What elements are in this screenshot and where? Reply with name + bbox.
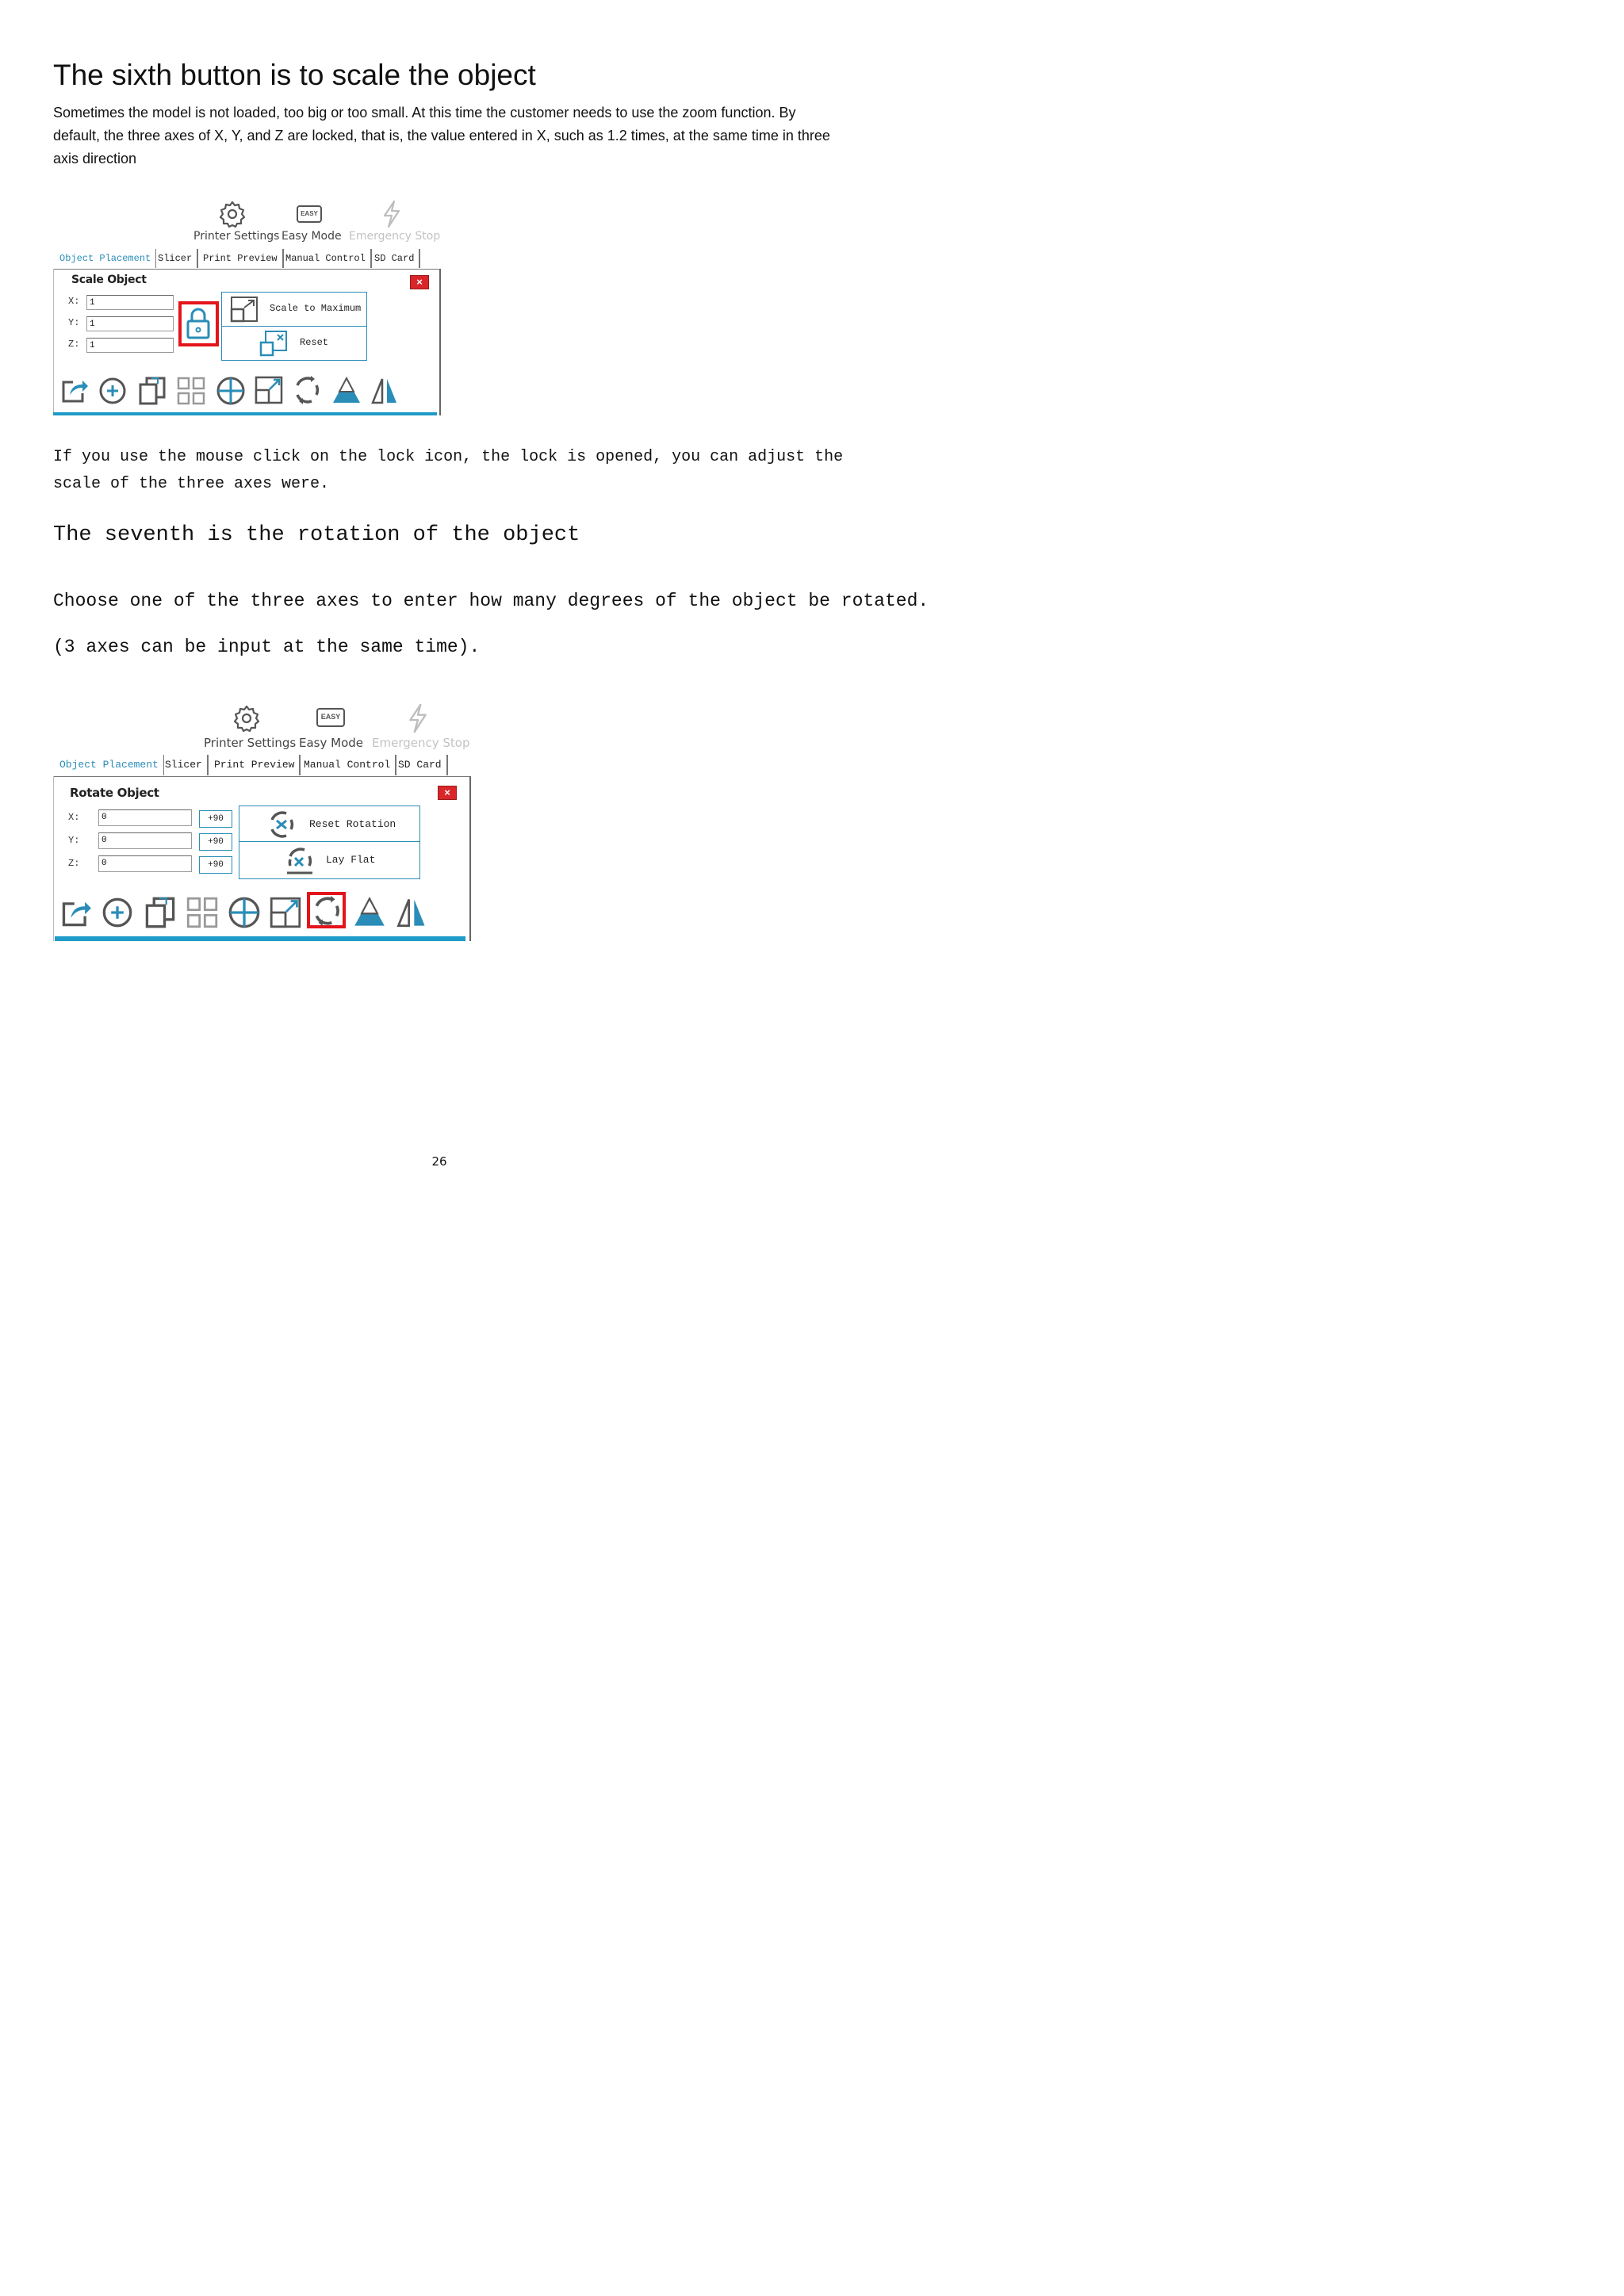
rotate-screenshot [53,702,472,943]
copy-icon[interactable] [137,376,167,406]
rotate-z-plus90-button[interactable]: +90 [199,856,232,874]
support-cone-icon[interactable] [353,896,386,928]
scale-max-icon [230,296,259,323]
scale-x-input[interactable]: 1 [86,295,174,310]
close-button[interactable]: × [438,786,457,800]
axis-label-x: X: [68,296,80,307]
rotate-z-input[interactable]: 0 [98,855,192,872]
rotate-panel [53,776,471,941]
printer-settings-label[interactable]: Printer Settings [193,230,280,243]
easy-mode-label[interactable]: Easy Mode [282,230,342,243]
tab-object-placement[interactable]: Object Placement [55,755,164,775]
panel-title: Scale Object [71,274,147,286]
tab-slicer[interactable]: Slicer [153,249,198,268]
reset-label: Reset [300,337,329,348]
panel-title: Rotate Object [70,786,159,800]
panel-bottom-bar [53,412,437,415]
rotate-icon[interactable] [311,895,343,927]
scale-screenshot [53,198,442,419]
scale-icon[interactable] [255,376,283,404]
axis-label-z: Z: [68,339,80,350]
section-heading-rotate: The seventh is the rotation of the object [53,523,580,547]
reset-rotation-label: Reset Rotation [309,818,396,830]
printer-settings-label[interactable]: Printer Settings [204,736,297,750]
rotate-x-input[interactable]: 0 [98,809,192,826]
copy-icon[interactable] [144,896,177,929]
section-paragraph-scale: Sometimes the model is not loaded, too big or too small. At this time the customer needs to use the zoom function. By default, the three axes of X, Y, and Z are locked, that is, the value entered in X, such as 1.2 times, at the same time in three axis direction [53,105,830,166]
lightning-icon [405,702,431,734]
panel-bottom-bar [55,936,465,941]
emergency-stop-label: Emergency Stop [349,230,441,243]
page-number: 26 [431,1154,447,1169]
close-button[interactable]: × [410,275,429,289]
lay-flat-icon [284,845,316,877]
easy-mode-label[interactable]: Easy Mode [299,736,363,750]
tab-manual-control[interactable]: Manual Control [299,755,396,775]
rotate-icon[interactable] [292,375,322,405]
tab-object-placement[interactable]: Object Placement [55,249,156,268]
lock-icon[interactable] [186,307,211,340]
tab-print-preview[interactable]: Print Preview [209,755,301,775]
axis-label-x: X: [68,812,80,823]
axis-label-z: Z: [68,858,80,869]
tab-slicer[interactable]: Slicer [160,755,209,775]
rotate-y-plus90-button[interactable]: +90 [199,833,232,851]
tab-print-preview[interactable]: Print Preview [198,249,284,268]
reset-rotation-button[interactable] [239,806,420,842]
arrange-grid-icon[interactable] [186,897,218,928]
section-heading-scale: The sixth button is to scale the object [53,59,536,91]
tab-sd-card[interactable]: SD Card [370,249,420,268]
tab-sd-card[interactable]: SD Card [393,755,448,775]
tab-manual-control[interactable]: Manual Control [281,249,372,268]
scale-to-maximum-button[interactable] [221,292,367,327]
scale-z-input[interactable]: 1 [86,338,174,353]
scale-panel [53,269,441,415]
add-object-icon[interactable] [98,377,127,405]
scale-icon[interactable] [270,897,301,928]
easy-mode-icon[interactable]: EASY [316,708,345,727]
reset-rotation-icon [266,809,297,840]
add-object-icon[interactable] [102,897,133,928]
scale-y-input[interactable]: 1 [86,316,174,331]
rotate-x-plus90-button[interactable]: +90 [199,810,232,828]
rotate-paragraph-2: (3 axes can be input at the same time). [53,637,481,657]
reset-scale-icon [259,330,288,357]
mirror-icon[interactable] [370,376,400,404]
emergency-stop-label: Emergency Stop [372,736,470,750]
support-cone-icon[interactable] [331,376,362,404]
scale-to-maximum-label: Scale to Maximum [270,303,362,314]
gear-icon[interactable] [218,200,247,228]
lay-flat-label: Lay Flat [326,854,376,866]
rotate-y-input[interactable]: 0 [98,832,192,849]
tab-bar [53,249,440,270]
gear-icon[interactable] [232,704,261,733]
export-icon[interactable] [60,897,92,928]
export-icon[interactable] [60,376,89,404]
easy-mode-icon[interactable]: EASY [297,205,322,223]
mirror-icon[interactable] [395,896,428,928]
rotate-paragraph-1: Choose one of the three axes to enter how many degrees of the object be rotated. [53,591,929,611]
tab-bar [53,755,470,777]
lock-explanation: If you use the mouse click on the lock icon, the lock is opened, you can adjust the scale of the three axes were. [53,448,844,493]
axis-label-y: Y: [68,317,80,328]
arrange-grid-icon[interactable] [177,377,205,405]
center-object-icon[interactable] [216,376,246,406]
lay-flat-button[interactable] [239,841,420,879]
lightning-icon [380,200,404,228]
reset-button[interactable] [221,326,367,361]
axis-label-y: Y: [68,835,80,846]
center-object-icon[interactable] [228,896,261,929]
